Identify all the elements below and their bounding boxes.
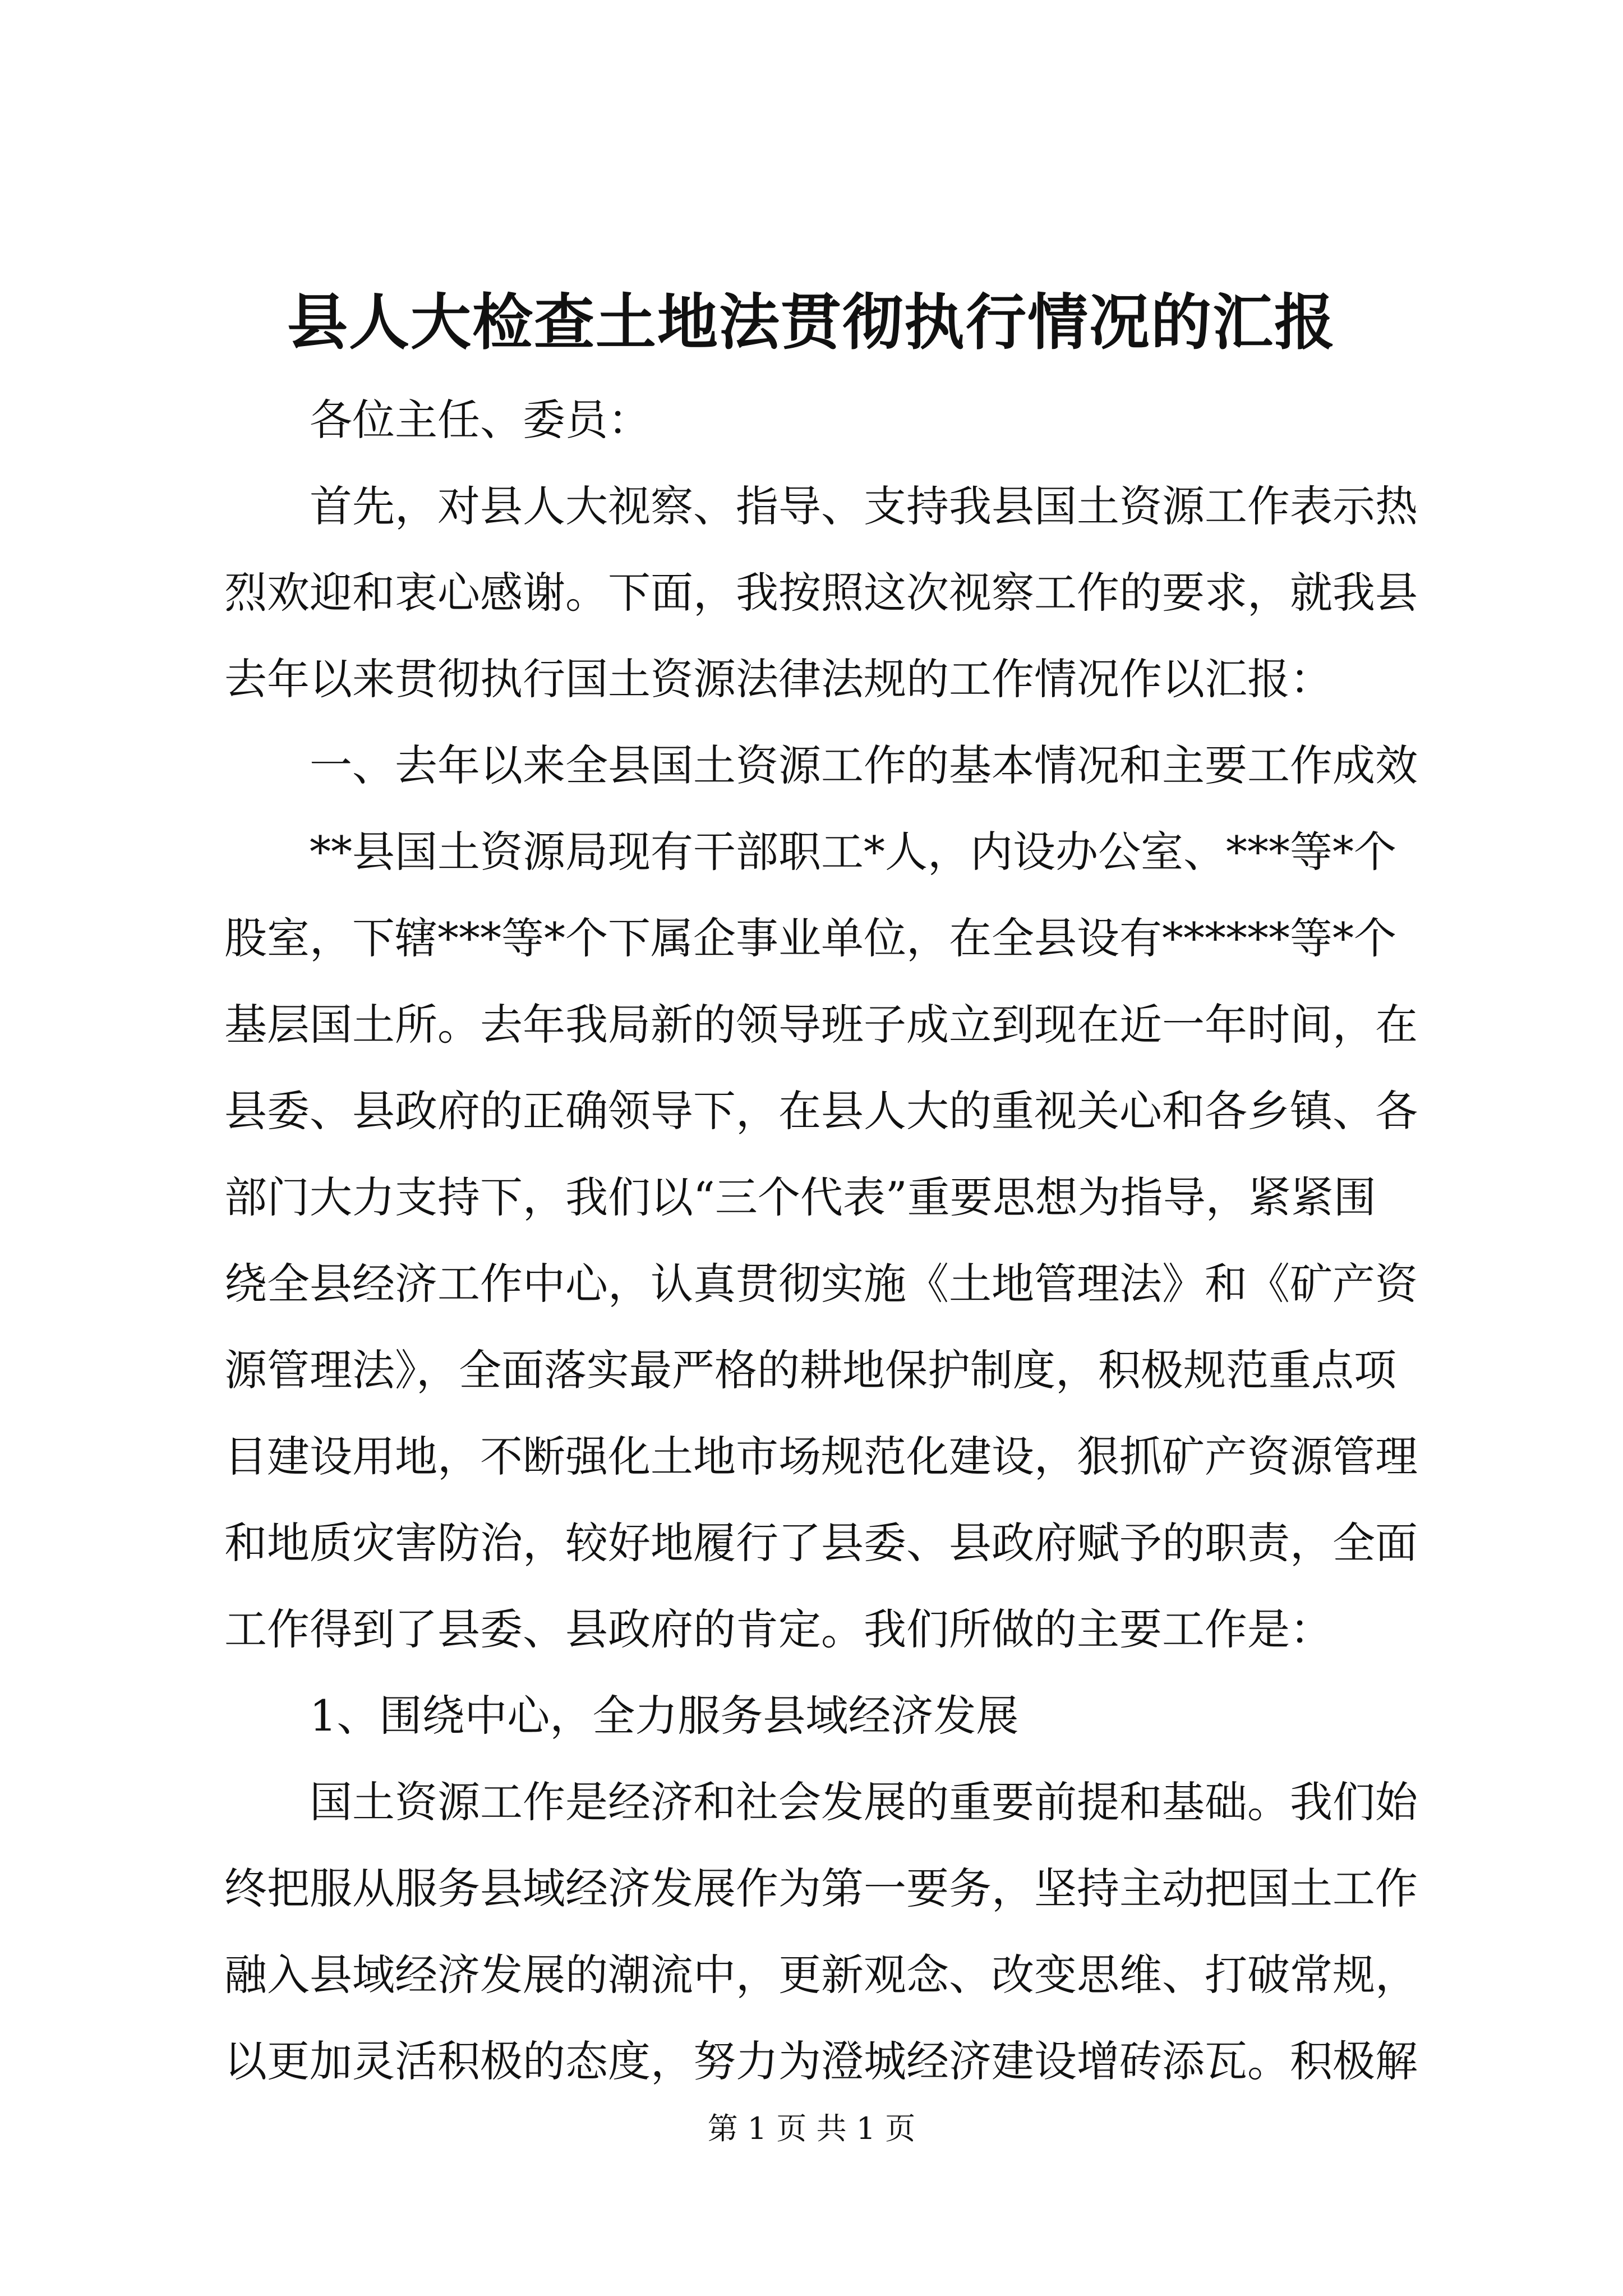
paragraph-line: 基层国土所。去年我局新的领导班子成立到现在近一年时间，在	[224, 1000, 1418, 1050]
paragraph-line: 以更加灵活积极的态度，努力为澄城经济建设增砖添瓦。积极解	[224, 2036, 1418, 2086]
paragraph-line: 目建设用地，不断强化土地市场规范化建设，狠抓矿产资源管理	[224, 1432, 1418, 1481]
paragraph-line: 工作得到了县委、县政府的肯定。我们所做的主要工作是：	[224, 1604, 1332, 1654]
paragraph-line: 融入县域经济发展的潮流中，更新观念、改变思维、打破常规，	[224, 1950, 1418, 2000]
subsection-heading: 1、围绕中心，全力服务县域经济发展	[310, 1691, 1019, 1741]
page-footer: 第 1 页 共 1 页	[707, 2111, 916, 2146]
salutation-line: 各位主任、委员：	[310, 395, 651, 445]
paragraph-line: 首先，对县人大视察、指导、支持我县国土资源工作表示热	[310, 481, 1418, 531]
paragraph-line: 去年以来贯彻执行国土资源法律法规的工作情况作以汇报：	[224, 654, 1332, 704]
document-title: 县人大检查土地法贯彻执行情况的汇报	[287, 287, 1336, 358]
document-body	[224, 377, 1430, 2105]
paragraph-line: 国土资源工作是经济和社会发展的重要前提和基础。我们始	[310, 1777, 1418, 1827]
paragraph-line: 烈欢迎和衷心感谢。下面，我按照这次视察工作的要求，就我县	[224, 568, 1418, 618]
paragraph-line: 源管理法》，全面落实最严格的耕地保护制度，积极规范重点项	[224, 1345, 1396, 1395]
paragraph-line: 县委、县政府的正确领导下，在县人大的重视关心和各乡镇、各	[224, 1086, 1418, 1136]
paragraph-line: 和地质灾害防治，较好地履行了县委、县政府赋予的职责，全面	[224, 1518, 1418, 1568]
paragraph-line: 部门大力支持下，我们以“三个代表”重要思想为指导，紧紧围	[224, 1172, 1376, 1222]
paragraph-line: 终把服从服务县域经济发展作为第一要务，坚持主动把国土工作	[224, 1864, 1418, 1913]
paragraph-line: **县国土资源局现有干部职工*人，内设办公室、***等*个	[310, 827, 1396, 877]
section-heading: 一、去年以来全县国土资源工作的基本情况和主要工作成效	[310, 740, 1418, 790]
paragraph-line: 股室，下辖***等*个下属企事业单位，在全县设有******等*个	[224, 913, 1396, 963]
paragraph-line: 绕全县经济工作中心，认真贯彻实施《土地管理法》和《矿产资	[224, 1259, 1418, 1309]
